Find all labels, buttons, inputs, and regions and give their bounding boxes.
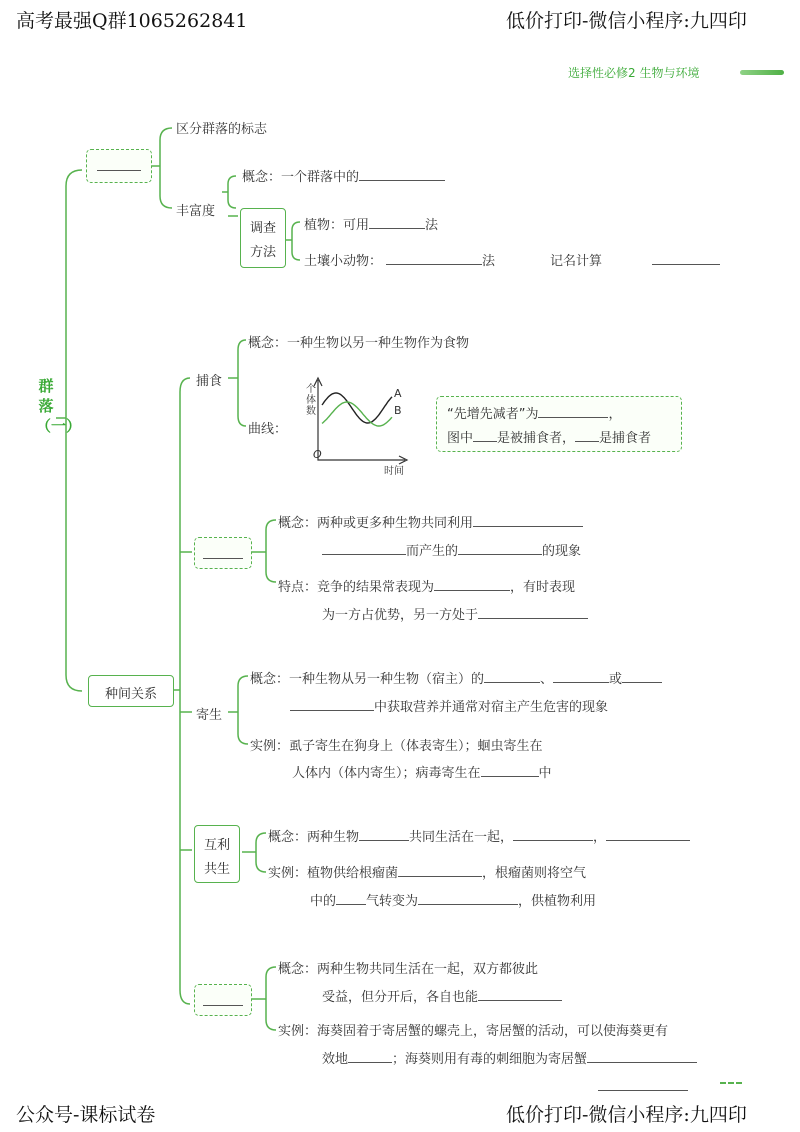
mutualism-label-2: 共生 xyxy=(203,862,230,877)
blank-box-commensal[interactable] xyxy=(194,984,252,1016)
chart-origin: O xyxy=(313,448,322,461)
footer-right: 低价打印-微信小程序:九四印 xyxy=(506,1104,747,1126)
section-title: 选择性必修2 生物与环境 xyxy=(568,66,700,80)
predation-concept: 概念：一种生物以另一种生物作为食物 xyxy=(248,336,470,351)
predation-curve-label: 曲线： xyxy=(248,422,288,437)
survey-label-2: 方法 xyxy=(249,245,276,260)
predation-note-line1: “先增先减者”为 ， xyxy=(447,407,622,422)
mutualism-box xyxy=(194,825,240,883)
header-left: 高考最强Q群1065262841 xyxy=(16,10,248,32)
predation-note-line2: 图中 是被捕食者， 是捕食者 xyxy=(447,431,652,446)
page-corner-mark xyxy=(720,1082,742,1084)
commensal-example-2: 效地 ；海葵则用有毒的刺细胞为寄居蟹 xyxy=(322,1048,697,1067)
mutualism-label-1: 互利 xyxy=(203,838,230,853)
chart-ylabel-1: 个 xyxy=(306,384,316,395)
blank-box-competition[interactable] xyxy=(194,537,252,569)
mutualism-example-1: 实例：植物供给根瘤菌 ，根瘤菌则将空气 xyxy=(268,866,587,881)
parasitism-concept-1: 概念：一种生物从另一种生物（宿主）的 、 或 xyxy=(250,668,662,687)
interspecies-label: 种间关系 xyxy=(104,687,157,702)
series-label-A: A xyxy=(394,387,402,400)
competition-concept-1: 概念：两种或更多种生物共同利用 xyxy=(278,512,583,531)
series-line-B xyxy=(322,402,392,426)
parasitism-example-1: 实例：虱子寄生在狗身上（体表寄生）；蛔虫寄生在 xyxy=(250,739,543,754)
chart-ylabel-2: 体 xyxy=(306,395,316,406)
commensal-example-1: 实例：海葵固着于寄居蟹的螺壳上，寄居蟹的活动，可以使海葵更有 xyxy=(278,1024,669,1039)
count-method: 记名计算 xyxy=(550,254,603,269)
branch1-item1: 区分群落的标志 xyxy=(176,122,268,137)
predation-note-box xyxy=(436,396,682,452)
predation-label: 捕食 xyxy=(196,374,223,389)
mutualism-example-2: 中的 气转变为 ，供植物利用 xyxy=(310,894,597,909)
richness-label: 丰富度 xyxy=(176,204,216,219)
series-label-B: B xyxy=(394,404,402,417)
competition-concept-2: 而产生的 的现象 xyxy=(322,540,581,559)
parasitism-concept-2: 中获取营养并通常对宿主产生危害的现象 xyxy=(290,696,608,715)
mutualism-concept: 概念：两种生物 共同生活在一起， ， xyxy=(268,826,690,845)
competition-feature-2: 为一方占优势，另一方处于 xyxy=(322,604,588,623)
chart-ylabel-3: 数 xyxy=(306,406,316,417)
commensal-concept-2: 受益，但分开后，各自也能 xyxy=(322,986,562,1005)
chart-xlabel: 时间 xyxy=(384,466,404,477)
parasitism-label: 寄生 xyxy=(196,708,223,723)
competition-feature-1: 特点：竞争的结果常表现为 ，有时表现 xyxy=(278,580,576,595)
footer-left: 公众号-课标试卷 xyxy=(16,1104,156,1126)
root-title: 群落（一） xyxy=(36,377,82,435)
commensal-extra-blank[interactable] xyxy=(598,1090,688,1091)
survey-soil: 土壤小动物： 法 xyxy=(304,254,496,269)
commensal-concept-1: 概念：两种生物共同生活在一起，双方都彼此 xyxy=(278,962,539,977)
header-right: 低价打印-微信小程序:九四印 xyxy=(506,10,747,32)
survey-plant: 植物：可用 法 xyxy=(304,218,439,233)
richness-concept: 概念：一个群落中的 xyxy=(242,166,445,185)
survey-label-1: 调查 xyxy=(249,221,276,236)
parasitism-example-2: 人体内（体内寄生）；病毒寄生在 中 xyxy=(292,766,552,781)
